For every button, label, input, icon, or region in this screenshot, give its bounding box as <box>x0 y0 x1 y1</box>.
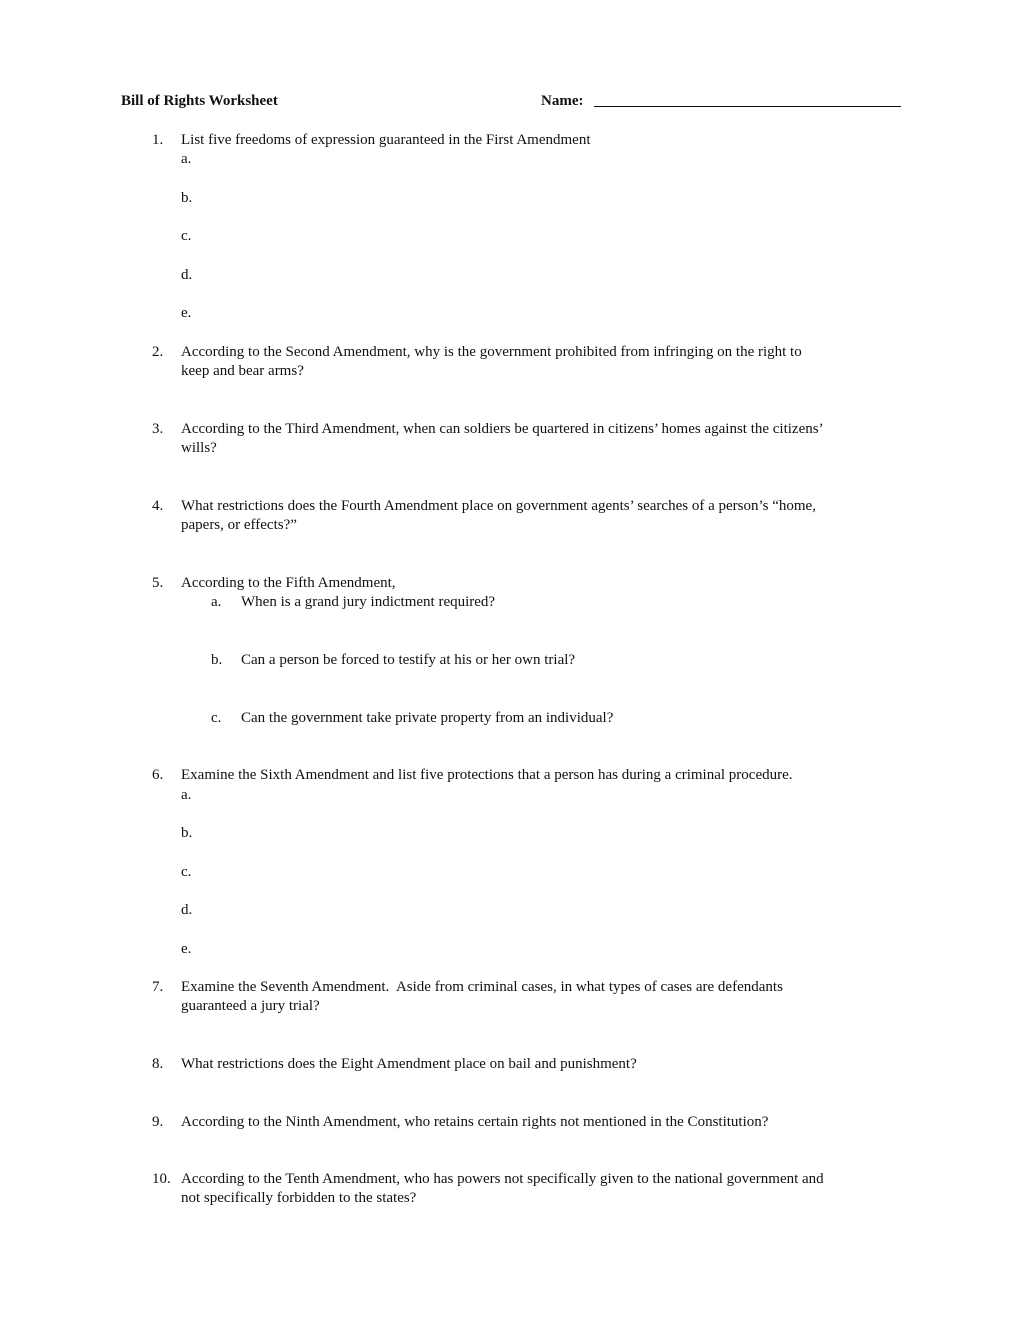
question-4-line-1: What restrictions does the Fourth Amendment place on government agents’ searches of a person’s “home, <box>181 498 816 514</box>
question-4-line-2: papers, or effects?” <box>181 517 297 533</box>
worksheet-title: Bill of Rights Worksheet <box>121 93 278 109</box>
question-3-line-2: wills? <box>181 440 217 456</box>
question-5-number: 5. <box>152 575 164 591</box>
question-1-item-c: c. <box>181 228 192 244</box>
question-2-number: 2. <box>152 344 164 360</box>
question-3-number: 3. <box>152 421 164 437</box>
name-field[interactable] <box>594 92 901 107</box>
question-7-line-1: Examine the Seventh Amendment. Aside from criminal cases, in what types of cases are defendants <box>181 979 783 995</box>
question-5-item-c-text: Can the government take private property from an individual? <box>241 710 614 726</box>
question-5-item-b-letter: b. <box>211 652 223 668</box>
question-10-line-2: not specifically forbidden to the states? <box>181 1190 417 1206</box>
question-7-number: 7. <box>152 979 164 995</box>
question-6-item-e: e. <box>181 941 192 957</box>
question-5-item-a-letter: a. <box>211 594 222 610</box>
question-6-text: Examine the Sixth Amendment and list five protections that a person has during a criminal procedure. <box>181 767 793 783</box>
question-10-number: 10. <box>152 1171 171 1187</box>
name-label: Name: <box>541 93 584 109</box>
question-1-number: 1. <box>152 132 164 148</box>
question-8-number: 8. <box>152 1056 164 1072</box>
question-3-line-1: According to the Third Amendment, when can soldiers be quartered in citizens’ homes against the citizens’ <box>181 421 824 437</box>
question-8-text: What restrictions does the Eight Amendment place on bail and punishment? <box>181 1056 637 1072</box>
question-4-number: 4. <box>152 498 164 514</box>
question-6-item-d: d. <box>181 902 193 918</box>
question-6-item-b: b. <box>181 825 193 841</box>
question-6-item-a: a. <box>181 787 192 803</box>
question-2-line-2: keep and bear arms? <box>181 363 304 379</box>
question-9-number: 9. <box>152 1114 164 1130</box>
question-1-item-a: a. <box>181 151 192 167</box>
question-1-text: List five freedoms of expression guaranteed in the First Amendment <box>181 132 591 148</box>
question-1-item-d: d. <box>181 267 193 283</box>
question-7-line-2: guaranteed a jury trial? <box>181 998 320 1014</box>
question-9-text: According to the Ninth Amendment, who retains certain rights not mentioned in the Constitution? <box>181 1114 769 1130</box>
question-6-number: 6. <box>152 767 164 783</box>
question-1-item-b: b. <box>181 190 193 206</box>
question-10-line-1: According to the Tenth Amendment, who has powers not specifically given to the national government and <box>181 1171 824 1187</box>
question-6-item-c: c. <box>181 864 192 880</box>
question-2-line-1: According to the Second Amendment, why is the government prohibited from infringing on the right to <box>181 344 802 360</box>
question-5-item-a-text: When is a grand jury indictment required? <box>241 594 496 610</box>
question-5-item-c-letter: c. <box>211 710 222 726</box>
question-1-item-e: e. <box>181 305 192 321</box>
question-5-text: According to the Fifth Amendment, <box>181 575 396 591</box>
question-5-item-b-text: Can a person be forced to testify at his or her own trial? <box>241 652 576 668</box>
